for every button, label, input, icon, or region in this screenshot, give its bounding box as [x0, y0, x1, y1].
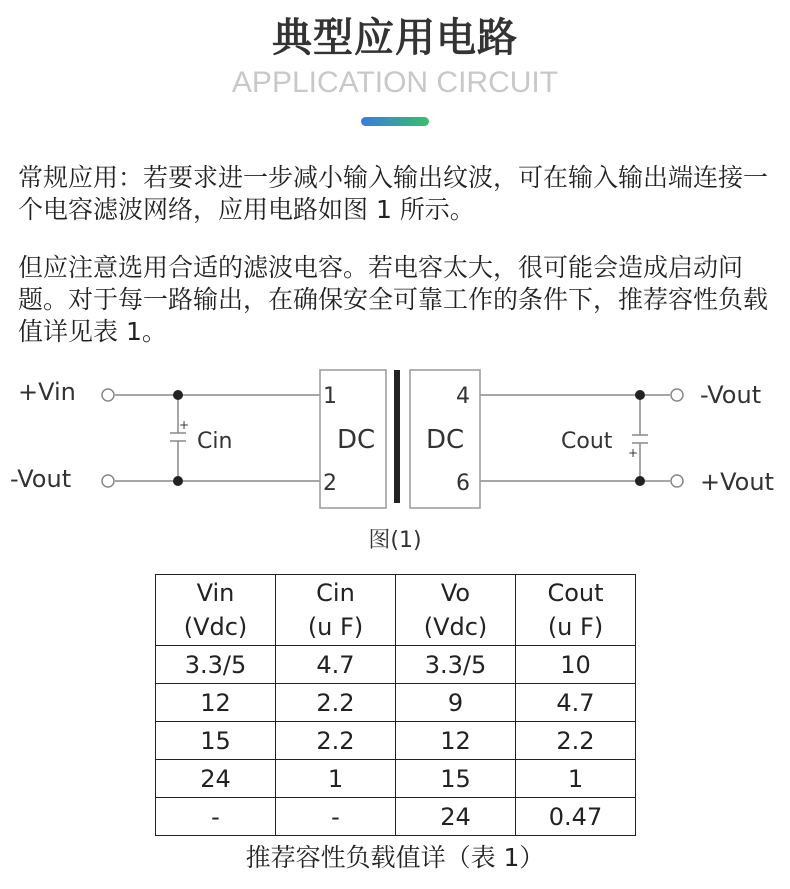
table-cell: 4.7 [516, 684, 636, 722]
table-cell: 24 [156, 760, 276, 798]
table-cell: - [156, 798, 276, 836]
table-cell: 15 [156, 722, 276, 760]
paragraph-capacitor-note: 但应注意选用合适的滤波电容。若电容太大，很可能会造成启动问题。对于每一路输出，在确保安全可靠工作的条件下，推荐容性负载值详见表 1。 [18, 253, 769, 346]
table-cell: - [276, 798, 396, 836]
cin-plus-sign: + [179, 418, 190, 432]
table-cell: 3.3/5 [156, 646, 276, 684]
cout-plus-sign: + [628, 446, 639, 460]
header-cout: Cout (u F) [516, 575, 636, 646]
table-cell: 12 [396, 722, 516, 760]
label-dc-output: DC [426, 425, 465, 455]
table-cell: 1 [276, 760, 396, 798]
table-cell: 12 [156, 684, 276, 722]
label-pin-4: 4 [456, 384, 470, 409]
table-cell: 24 [396, 798, 516, 836]
table-row [156, 684, 636, 722]
terminal-vin-minus [102, 475, 114, 487]
label-pin-2: 2 [323, 471, 337, 496]
terminal-vout-minus [671, 389, 683, 401]
table-cell: 9 [396, 684, 516, 722]
capacitive-load-table [155, 574, 636, 836]
label-cin: Cin [197, 429, 233, 454]
terminal-vin-plus [102, 389, 114, 401]
table-cell: 3.3/5 [396, 646, 516, 684]
page-title: 典型应用电路 [272, 15, 518, 61]
transformer-bar [394, 370, 400, 503]
table-cell: 2.2 [276, 722, 396, 760]
application-circuit-diagram [0, 360, 790, 520]
label-vout-minus: -Vout [700, 381, 762, 409]
label-pin-1: 1 [323, 384, 337, 409]
table-header-row [156, 575, 636, 646]
page-subtitle: APPLICATION CIRCUIT [231, 66, 559, 99]
paragraph-general-usage: 常规应用：若要求进一步减小输入输出纹波，可在输入输出端连接一个电容滤波网络，应用电路如图 1 所示。 [18, 163, 769, 224]
table-cell: 0.47 [516, 798, 636, 836]
terminal-vout-plus [671, 475, 683, 487]
header-vo: Vo (Vdc) [396, 575, 516, 646]
label-vin-minus: -Vout [10, 465, 72, 493]
header-cin: Cin (u F) [276, 575, 396, 646]
header-vin: Vin (Vdc) [156, 575, 276, 646]
figure-caption: 图(1) [368, 528, 422, 553]
table-row [156, 646, 636, 684]
table-cell: 2.2 [276, 684, 396, 722]
table-cell: 15 [396, 760, 516, 798]
label-vin-plus: +Vin [18, 378, 76, 406]
label-cout: Cout [561, 429, 613, 454]
table-cell: 4.7 [276, 646, 396, 684]
accent-bar [361, 117, 429, 126]
table-cell: 10 [516, 646, 636, 684]
table-row [156, 760, 636, 798]
label-dc-input: DC [337, 425, 376, 455]
table-cell: 2.2 [516, 722, 636, 760]
table-row [156, 722, 636, 760]
table-caption: 推荐容性负载值详（表 1） [245, 843, 545, 872]
table-cell: 1 [516, 760, 636, 798]
label-vout-plus: +Vout [700, 468, 774, 496]
table-row [156, 798, 636, 836]
label-pin-6: 6 [456, 471, 470, 496]
